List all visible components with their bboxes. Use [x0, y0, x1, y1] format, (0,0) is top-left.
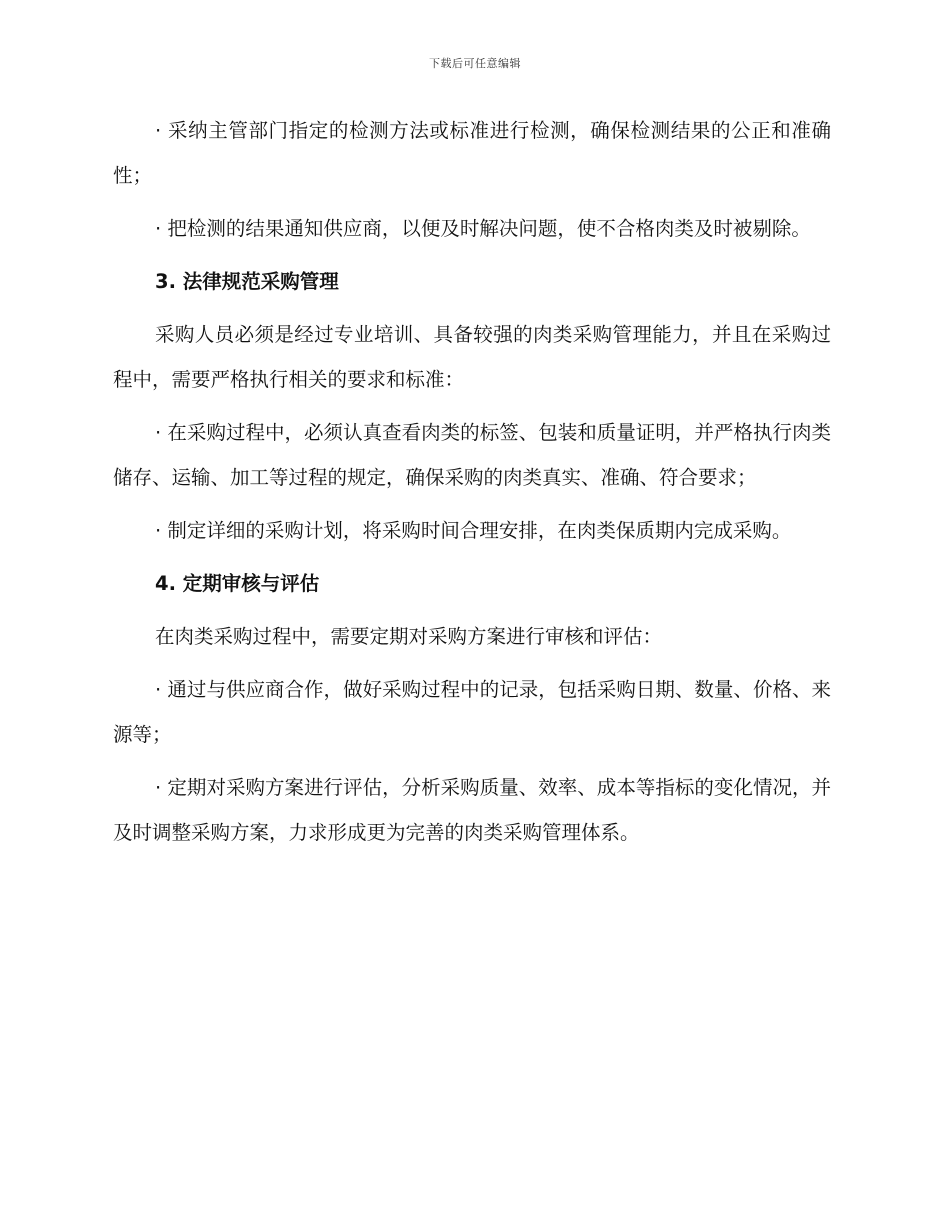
section-heading-4: 4. 定期审核与评估	[155, 572, 320, 595]
bullet-item-purchase-plan: · 制定详细的采购计划，将采购时间合理安排，在肉类保质期内完成采购。	[155, 519, 792, 542]
bullet-item-evaluation: · 定期对采购方案进行评估，分析采购质量、效率、成本等指标的变化情况，并及时调整采购方案，力求形成更为完善的肉类采购管理体系。	[113, 776, 831, 844]
page-header: 下载后可任意编辑	[429, 57, 521, 70]
paragraph-periodic-review: 在肉类采购过程中，需要定期对采购方案进行审核和评估：	[155, 625, 663, 648]
section-heading-3: 3. 法律规范采购管理	[155, 270, 339, 293]
bullet-item-records: · 通过与供应商合作，做好采购过程中的记录，包括采购日期、数量、价格、来源等；	[113, 678, 831, 746]
document-body	[113, 108, 831, 863]
bullet-item-test-method: · 采纳主管部门指定的检测方法或标准进行检测，确保检测结果的公正和准确性；	[113, 119, 831, 187]
bullet-item-notify-supplier: · 把检测的结果通知供应商，以便及时解决问题，使不合格肉类及时被剔除。	[155, 217, 811, 240]
bullet-item-check-labels: · 在采购过程中，必须认真查看肉类的标签、包装和质量证明，并严格执行肉类储存、运输、加工等过程的规定，确保采购的肉类真实、准确、符合要求；	[113, 421, 831, 489]
paragraph-purchaser-requirements: 采购人员必须是经过专业培训、具备较强的肉类采购管理能力，并且在采购过程中，需要严格执行相关的要求和标准：	[113, 323, 831, 391]
